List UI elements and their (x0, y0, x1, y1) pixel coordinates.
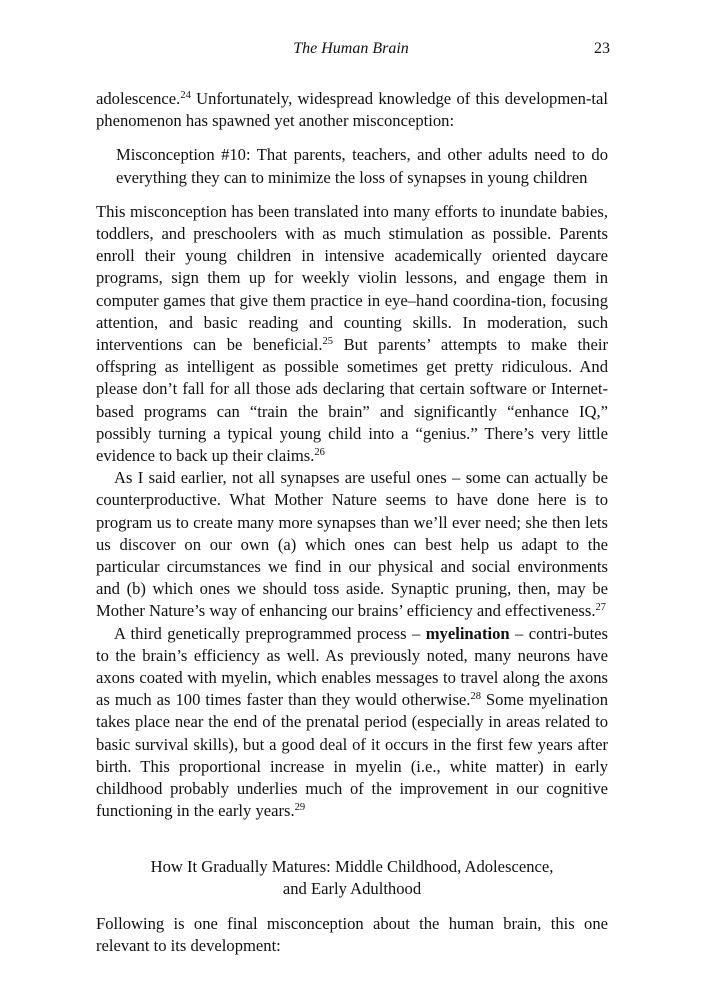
footnote-ref-28: 28 (470, 691, 481, 703)
paragraph-1 (96, 88, 608, 132)
section-heading-line-2: and Early Adulthood (282, 878, 422, 898)
paragraph-2-text-b: But parents’ attempts to make their offspring as intelligent as possible sometimes get pretty ridiculous. And please don’t fall for all those ads declaring that certain software or Internet-based programs can “train the brain” and significantly “enhance IQ,” possibly turning a typical young child into a “genius.” There’s very little evidence to back up their claims. (96, 335, 608, 466)
running-head-title: The Human Brain (293, 40, 409, 57)
key-term-myelination: myelination (425, 623, 510, 643)
misconception-10: Misconception #10: That parents, teachers, and other adults need to do everything they can to minimize the loss of synapses in young children (116, 145, 608, 187)
paragraph-4 (96, 623, 608, 823)
section-heading (96, 856, 608, 900)
running-head (0, 40, 702, 64)
paragraph-2 (96, 201, 608, 467)
paragraph-4-text-a: A third genetically preprogrammed process – (114, 623, 426, 643)
paragraph-2-text-a: This misconception has been translated into many efforts to inundate babies, toddlers, and preschoolers with as much stimulation as possible. Parents enroll their young children in intensive academically oriented daycare programs, sign them up for weekly violin lessons, and engage them in computer games that give them practice in eye–hand coordina-tion, focusing attention, and basic reading and counting skills. In moderation, such interventions can be beneficial. (96, 201, 608, 355)
paragraph-1-text-a: adolescence. (96, 89, 181, 108)
paragraph-3-text: As I said earlier, not all synapses are useful ones – some can actually be counterproductive. What Mother Nature seems to have done here is to program us to create many more synapses than we’ll ever need; she then lets us discover on our own (a) which ones can best help us adapt to the particular circumstances we find in our physical and social environments and (b) which ones we should toss aside. Synaptic pruning, then, may be Mother Nature’s way of enhancing our brains’ efficiency and effectiveness. (96, 468, 608, 621)
body-text (96, 88, 608, 957)
footnote-ref-27: 27 (595, 602, 606, 614)
paragraph-4-text-c: Some myelination takes place near the end of the prenatal period (especially in areas related to basic survival skills), but a good deal of it occurs in the first few years after birth. This proportional increase in myelin (i.e., white matter) in early childhood probably underlies much of the improvement in our cognitive functioning in the early years. (96, 690, 608, 821)
paragraph-3 (96, 467, 608, 622)
section-heading-line-1: How It Gradually Matures: Middle Childhood, Adolescence, (150, 856, 554, 876)
footnote-ref-29: 29 (294, 802, 306, 814)
paragraph-5: Following is one final misconception about the human brain, this one relevant to its development: (96, 913, 608, 956)
page-number: 23 (594, 40, 610, 57)
paragraph-1-text-b: Unfortunately, widespread knowledge of this developmen-tal phenomenon has spawned yet another misconception: (96, 89, 608, 131)
footnote-ref-24: 24 (180, 90, 191, 101)
paragraph-4-text-b: – contri-butes to the brain’s efficiency as well. As previously noted, many neurons have axons coated with myelin, which enables messages to travel along the axons as much as 100 times faster than they would otherwise. (96, 623, 609, 710)
footnote-ref-26: 26 (314, 447, 325, 459)
footnote-ref-25: 25 (322, 336, 334, 348)
